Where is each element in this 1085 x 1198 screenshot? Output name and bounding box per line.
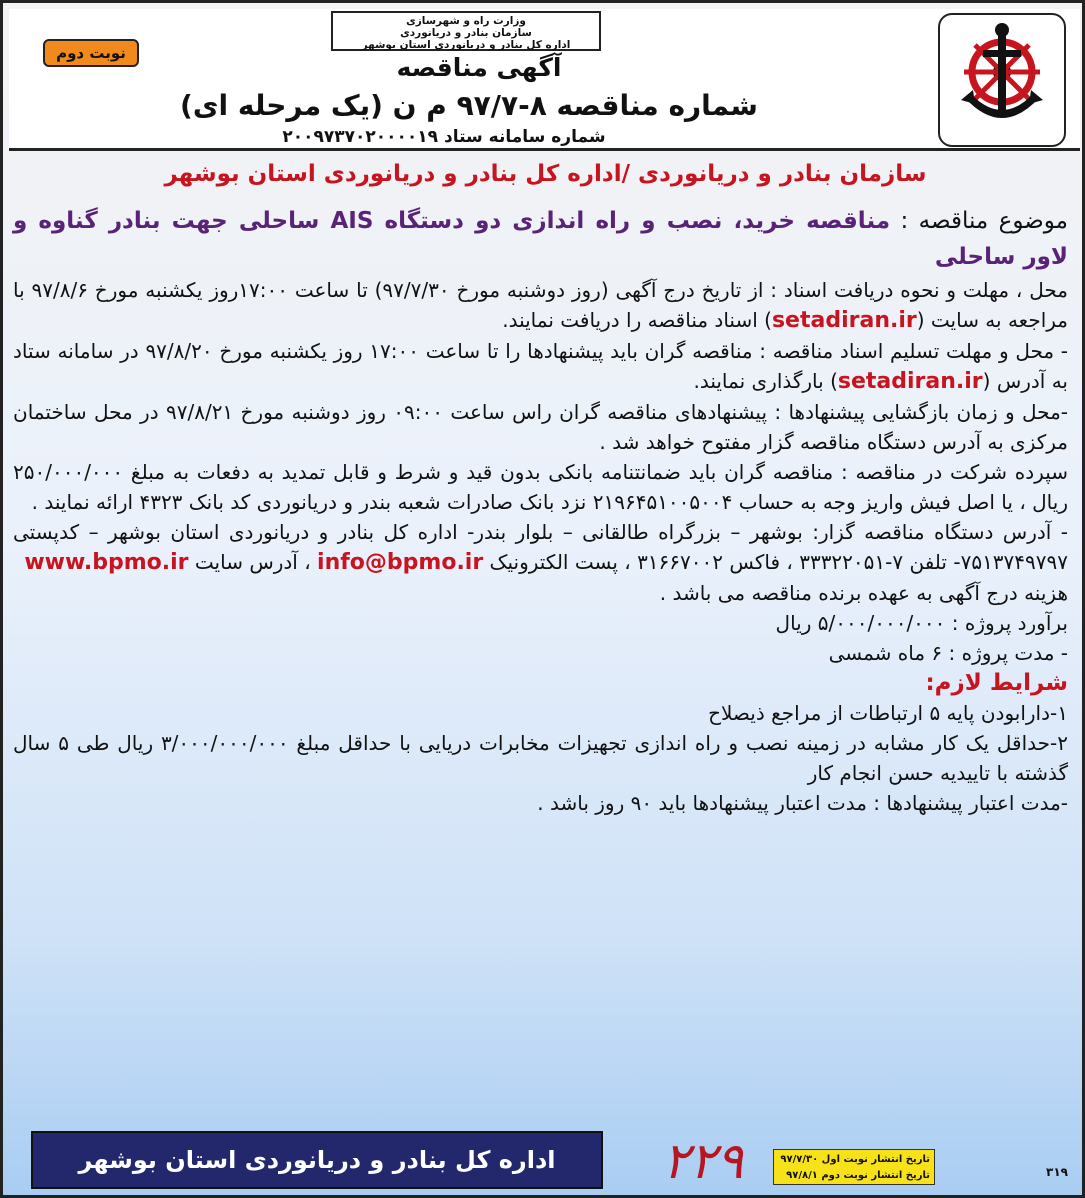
tender-number: شماره مناقصه ۸-۹۷/۷ م ن (یک مرحله ای) [180, 89, 758, 122]
organization-line: سازمان بنادر و دریانوردی /اداره کل بنادر و دریانوردی استان بوشهر [164, 161, 927, 187]
website-link[interactable]: www.bpmo.ir [24, 550, 189, 575]
receive-docs-text-a: محل ، مهلت و نحوه دریافت اسناد : از تاریخ درج آگهی (روز دوشنبه مورخ ۹۷/۷/۳۰) تا ساعت ۱۷:۰۰روز یکشنبه مورخ ۹۷/۸/۶ با مراجعه به سایت ( [13, 278, 1068, 332]
submit-docs-paragraph [13, 336, 1068, 397]
subject-label: موضوع مناقصه : [890, 208, 1068, 234]
ministry-line-1: وزارت راه و شهرسازی [406, 15, 526, 27]
site-label: ، آدرس سایت [188, 550, 318, 574]
subject-paragraph [13, 203, 1068, 275]
ministry-box [331, 11, 601, 51]
advertisement-body [13, 203, 1068, 818]
address-paragraph [13, 517, 1068, 578]
ministry-line-3: اداره کل بنادر و دریانوردی استان بوشهر [361, 39, 571, 51]
ad-cost-line: هزینه درج آگهی به عهده برنده مناقصه می باشد . [659, 581, 1068, 605]
subject-text: مناقصه خرید، نصب و راه اندازی دو دستگاه AIS ساحلی جهت بنادر گناوه و لاور ساحلی [13, 208, 1068, 270]
condition-1: ۱-دارابودن پایه ۵ ارتباطات از مراجع ذیصلاح [708, 701, 1068, 725]
validity-line: -مدت اعتبار پیشنهادها : مدت اعتبار پیشنهادها باید ۹۰ روز باشد . [537, 791, 1068, 815]
page-number: ۳۱۹ [1046, 1165, 1068, 1179]
email-link[interactable]: info@bpmo.ir [317, 550, 484, 575]
page-title: آگهی مناقصه [396, 53, 562, 82]
second-publication-date: تاریخ انتشار نوبت دوم ۹۷/۸/۱ [786, 1170, 930, 1181]
condition-2: ۲-حداقل یک کار مشابه در زمینه نصب و راه اندازی تجهیزات مخابرات دریایی با حداقل مبلغ ۳/۰۰۰/۰۰۰/۰۰۰ ریال طی ۵ سال گذشته با تاییدیه حسن انجام کار [13, 731, 1068, 785]
ministry-line-2: سازمان بنادر و دریانوردی [400, 27, 532, 39]
handwritten-number: ۲۲۹ [662, 1132, 744, 1190]
first-publication-date: تاریخ انتشار نوبت اول ۹۷/۷/۳۰ [780, 1154, 930, 1165]
opening-paragraph: -محل و زمان بازگشایی پیشنهادها : پیشنهادهای مناقصه گران راس ساعت ۰۹:۰۰ روز دوشنبه مورخ ۹۷/۸/۲۱ در محل ساختمان مرکزی به آدرس دستگاه مناقصه گزار مفتوح خواهد شد . [13, 400, 1069, 454]
publication-dates [773, 1149, 935, 1185]
conditions-title: شرایط لازم: [925, 670, 1068, 696]
estimate-line: برآورد پروژه : ۵/۰۰۰/۰۰۰/۰۰۰ ریال [775, 611, 1068, 635]
submit-docs-site: setadiran.ir [837, 369, 983, 394]
deposit-paragraph: سپرده شرکت در مناقصه : مناقصه گران باید ضمانتنامه بانکی بدون قید و شرط و قابل تمدید به دفعات به مبلغ ۲۵۰/۰۰۰/۰۰۰ ریال ، یا اصل فیش واریز وجه به حساب ۲۱۹۶۴۵۱۰۰۵۰۰۴ نزد بانک صادرات شعبه بندر و دریانوردی کد بانک ۴۳۲۳ ارائه نمایند . [13, 460, 1068, 514]
second-publication-badge: نوبت دوم [43, 39, 139, 67]
receive-docs-site: setadiran.ir [771, 308, 917, 333]
system-number: شماره سامانه ستاد ۲۰۰۹۷۳۷۰۲۰۰۰۰۱۹ [282, 127, 606, 147]
footer-organization: اداره کل بنادر و دریانوردی استان بوشهر [31, 1131, 603, 1189]
submit-docs-text-a: - محل و مهلت تسلیم اسناد مناقصه : مناقصه گران باید پیشنهادها را تا ساعت ۱۷:۰۰ روز یکشنبه مورخ ۹۷/۸/۲۰ در سامانه ستاد به آدرس ( [13, 339, 1069, 393]
address-text: - آدرس دستگاه مناقصه گزار: بوشهر – بزرگراه طالقانی – بلوار بندر- اداره کل بنادر و دریانوردی استان بوشهر – کدپستی ۷۵۱۳۷۴۹۷۹۷- تلفن ۷-۳۳۳۲۲۰۵۱ ، فاکس ۳۱۶۶۷۰۰۲ ، پست الکترونیک [13, 520, 1068, 574]
logo [938, 13, 1066, 147]
receive-docs-text-b: ) اسناد مناقصه را دریافت نمایند. [502, 308, 772, 332]
duration-line: - مدت پروژه : ۶ ماه شمسی [828, 641, 1068, 665]
anchor-ship-wheel-icon [947, 20, 1057, 140]
submit-docs-text-b: ) بارگذاری نمایند. [693, 369, 838, 393]
receive-docs-paragraph [13, 275, 1068, 336]
header [9, 9, 1080, 151]
